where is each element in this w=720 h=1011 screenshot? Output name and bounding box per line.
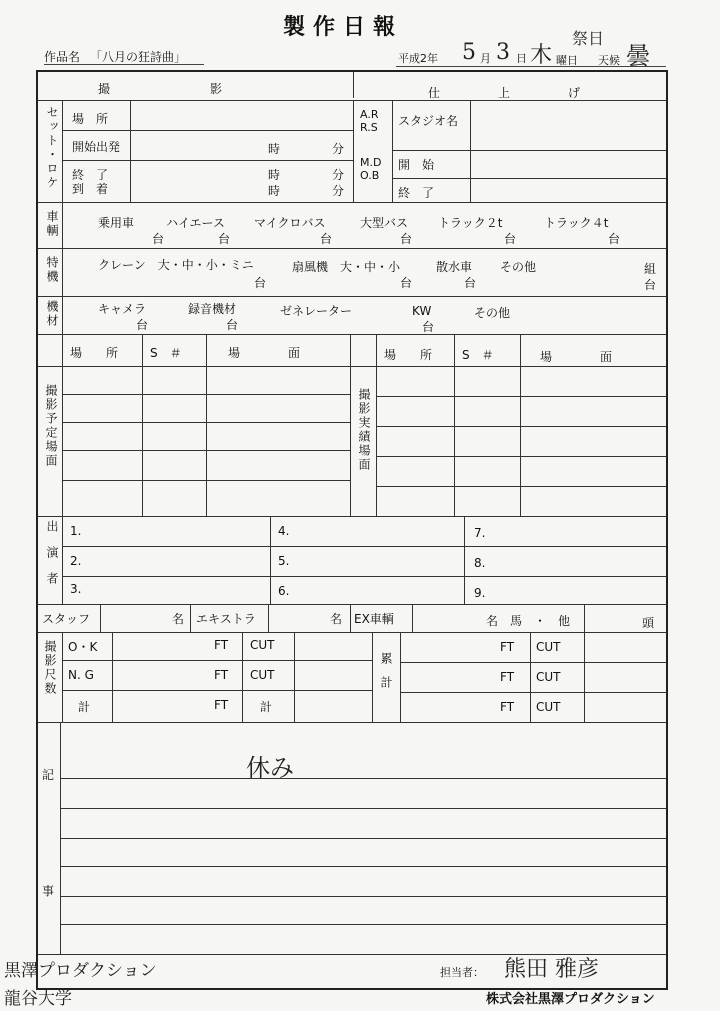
set-location-label: セット・ロケ xyxy=(45,106,59,190)
unit-3: 台 xyxy=(320,232,333,246)
unit-9: 台 xyxy=(464,276,477,290)
unit-8: 台 xyxy=(400,276,413,290)
notes-label-1: 記 xyxy=(42,768,55,782)
work-label: 作品名 xyxy=(44,50,81,64)
recording-label: 録音機材 xyxy=(188,302,237,316)
vehicle-hiace: ハイエース xyxy=(166,216,225,230)
cast-1: 1. xyxy=(70,524,82,538)
unit-10: 台 xyxy=(644,278,657,292)
camera-label: キャメラ xyxy=(98,302,147,316)
ar-rs-label: A.R R.S xyxy=(360,108,379,134)
extra-person-unit: 名 xyxy=(330,612,343,626)
cum-ft-1: FT xyxy=(500,640,515,654)
vehicles-label: 車輌 xyxy=(45,210,59,238)
company-name: 株式会社黒澤プロダクション xyxy=(486,992,655,1007)
weekday-unit: 曜日 xyxy=(556,54,578,67)
cum-ft-3: FT xyxy=(500,700,515,714)
day-unit: 日 xyxy=(516,52,527,65)
extra-label: エキストラ xyxy=(196,612,256,626)
unit-6: 台 xyxy=(608,232,621,246)
hour-label-2: 時 xyxy=(268,168,281,182)
fan-label: 扇風機 大・中・小 xyxy=(292,260,401,274)
total-cut-label: 計 xyxy=(260,700,273,714)
studio-name-label: スタジオ名 xyxy=(398,114,459,128)
vehicle-microbus: マイクロバス xyxy=(254,216,326,230)
md-ob-label: M.D O.B xyxy=(360,156,382,182)
notes-label-2: 事 xyxy=(42,884,55,898)
total-label: 計 xyxy=(78,700,91,714)
unit-11: 台 xyxy=(136,318,149,332)
work-name: 「八月の狂詩曲」 xyxy=(90,50,187,64)
ng-ft: FT xyxy=(214,668,229,682)
hour-label-3: 時 xyxy=(268,184,281,198)
ex-vehicle-label: EX車輌 xyxy=(354,612,394,626)
handwritten-holiday: 祭日 xyxy=(572,29,605,48)
horse-label: 馬 ・ 他 xyxy=(510,614,571,628)
finish-label: 終 了 xyxy=(398,186,435,200)
hour-label: 時 xyxy=(268,142,281,156)
special-label: 特機 xyxy=(45,256,59,284)
weekday-value: 木 xyxy=(530,43,553,68)
end-label: 終 了 xyxy=(72,168,109,182)
equipment-other-label: その他 xyxy=(474,306,511,320)
planned-scenes-label: 撮影予定場面 xyxy=(44,384,58,468)
unit-2: 台 xyxy=(218,232,231,246)
start-depart-label: 開始出発 xyxy=(72,140,121,154)
scene-place-header-2: 場 所 xyxy=(384,348,433,362)
cast-6: 6. xyxy=(278,584,290,598)
watermark-line1: 黒澤プロダクション xyxy=(4,961,157,981)
era-year: 平成2年 xyxy=(398,52,438,65)
cast-3: 3. xyxy=(70,582,82,596)
scene-s-header-2: S ＃ xyxy=(462,348,494,362)
cum-cut-2: CUT xyxy=(536,670,561,684)
shooting-header: 撮 影 xyxy=(98,82,227,96)
equipment-label: 機材 xyxy=(45,300,59,328)
cast-9: 9. xyxy=(474,586,486,600)
notes-content: 休み xyxy=(246,754,294,782)
person-name: 熊田 雅彦 xyxy=(504,957,599,982)
ok-ft: FT xyxy=(214,638,229,652)
ng-cut: CUT xyxy=(250,668,275,682)
cast-label: 出演者 xyxy=(45,520,59,598)
cast-4: 4. xyxy=(278,524,290,538)
ng-label: N. G xyxy=(68,668,94,682)
month-unit: 月 xyxy=(480,52,491,65)
cum-cut-1: CUT xyxy=(536,640,561,654)
kw-label: KW xyxy=(412,304,432,318)
unit-7: 台 xyxy=(254,276,267,290)
vehicle-sedan: 乗用車 xyxy=(98,216,135,230)
cast-8: 8. xyxy=(474,556,486,570)
minute-label-3: 分 xyxy=(332,184,345,198)
staff-person-unit: 名 xyxy=(172,612,185,626)
person-label: 担当者： xyxy=(440,966,484,979)
report-form xyxy=(36,70,668,990)
unit-13: 台 xyxy=(422,320,435,334)
unit-12: 台 xyxy=(226,318,239,332)
weather-value: 曇 xyxy=(626,42,650,70)
ex-vehicle-unit: 名 xyxy=(486,614,499,628)
footage-label: 撮影尺数 xyxy=(43,640,57,696)
actual-scenes-label: 撮影実績場面 xyxy=(357,388,371,472)
scene-place-header: 場 所 xyxy=(70,346,119,360)
set-label: 組 xyxy=(644,262,657,276)
vehicle-truck4: トラック４t xyxy=(544,216,609,230)
vehicle-bus: 大型バス xyxy=(360,216,409,230)
special-other-label: その他 xyxy=(500,260,537,274)
scene-scene-header-2: 場 面 xyxy=(540,350,613,364)
watermark-line2: 龍谷大学 xyxy=(4,989,72,1009)
finishing-header: 仕 上 げ xyxy=(428,86,583,100)
weather-label: 天候 xyxy=(598,54,620,67)
water-label: 散水車 xyxy=(436,260,473,274)
month-value: 5 xyxy=(462,40,476,65)
head-unit: 頭 xyxy=(642,616,655,630)
vehicle-truck2: トラック２t xyxy=(438,216,503,230)
minute-label: 分 xyxy=(332,142,345,156)
cast-2: 2. xyxy=(70,554,82,568)
minute-label-2: 分 xyxy=(332,168,345,182)
place-label: 場 所 xyxy=(72,112,109,126)
ok-label: O・K xyxy=(68,640,98,654)
page-title: 製作日報 xyxy=(283,15,404,40)
crane-label: クレーン 大・中・小・ミニ xyxy=(98,258,254,272)
cast-7: 7. xyxy=(474,526,486,540)
staff-label: スタッフ xyxy=(42,612,91,626)
generator-label: ゼネレーター xyxy=(280,304,353,318)
total-ft: FT xyxy=(214,698,229,712)
start-label: 開 始 xyxy=(398,158,435,172)
scene-scene-header: 場 面 xyxy=(228,346,301,360)
scene-s-header: S ＃ xyxy=(150,346,182,360)
cum-cut-3: CUT xyxy=(536,700,561,714)
ok-cut: CUT xyxy=(250,638,275,652)
cast-5: 5. xyxy=(278,554,290,568)
cumulative-label: 累計 xyxy=(379,652,393,700)
arrive-label: 到 着 xyxy=(72,182,109,196)
unit-4: 台 xyxy=(400,232,413,246)
day-value: 3 xyxy=(496,40,510,65)
unit-1: 台 xyxy=(152,232,165,246)
unit-5: 台 xyxy=(504,232,517,246)
cum-ft-2: FT xyxy=(500,670,515,684)
